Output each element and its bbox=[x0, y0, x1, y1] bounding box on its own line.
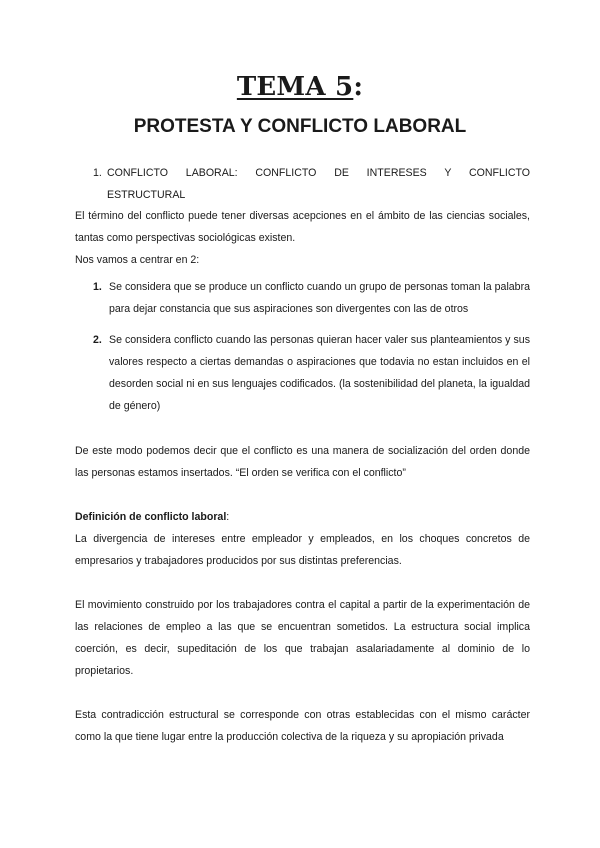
page-title bbox=[0, 72, 600, 102]
list-item-text: Se considera conflicto cuando las personas quieran hacer valer sus planteamientos y sus valores respecto a ciertas demandas o aspiraciones que todavia no estan incluidos en el desorden social ni en sus lenguajes codificados. (la sostenibilidad del planeta, la igualdad de género) bbox=[109, 334, 530, 412]
paragraph-socialization: De este modo podemos decir que el conflicto es una manera de socialización del orden donde las personas estamos insertados. “El orden se verifica con el conflicto” bbox=[75, 445, 530, 479]
paragraph-movement: El movimiento construido por los trabajadores contra el capital a partir de la experimentación de las relaciones de empleo a las que se encuentran sometidos. La estructura social implica coerción, es decir, supeditación de los que trabajan asalariadamente al dominio de lo propietarios. bbox=[75, 599, 530, 677]
paragraph-definition: La divergencia de intereses entre empleador y empleados, en los choques concretos de empresarios y trabajadores producidos por sus distintas preferencias. bbox=[75, 533, 530, 567]
section-number: 1. bbox=[93, 167, 102, 179]
page-subtitle: PROTESTA Y CONFLICTO LABORAL bbox=[133, 116, 467, 137]
section-heading-1 bbox=[93, 162, 530, 206]
paragraph-focus: Nos vamos a centrar en 2: bbox=[75, 254, 200, 266]
paragraph-intro: El término del conflicto puede tener diversas acepciones en el ámbito de las ciencias sociales, tantas como perspectivas sociológicas existen. bbox=[75, 210, 530, 244]
paragraph-contradiction: Esta contradicción estructural se corresponde con otras establecidas con el mismo carácter como la que tiene lugar entre la producción colectiva de la riqueza y su apropiación privada bbox=[75, 709, 530, 743]
definition-heading-colon: : bbox=[226, 511, 230, 523]
list-item-1 bbox=[93, 276, 530, 320]
definition-heading-label: Definición de conflicto laboral bbox=[75, 511, 227, 523]
list-item-text: Se considera que se produce un conflicto cuando un grupo de personas toman la palabra para dejar constancia que sus aspiraciones son divergentes con las de otros bbox=[109, 281, 530, 315]
list-number: 2. bbox=[93, 334, 102, 346]
title-topic: TEMA 5 bbox=[236, 72, 354, 102]
section-heading-line-1: CONFLICTO LABORAL: CONFLICTO DE INTERESES Y CONFLICTO bbox=[107, 167, 530, 179]
list-item-2 bbox=[93, 329, 530, 417]
title-colon: : bbox=[353, 72, 364, 102]
list-number: 1. bbox=[93, 281, 102, 293]
definition-heading bbox=[75, 506, 530, 528]
section-heading-line-2: ESTRUCTURAL bbox=[107, 189, 186, 201]
